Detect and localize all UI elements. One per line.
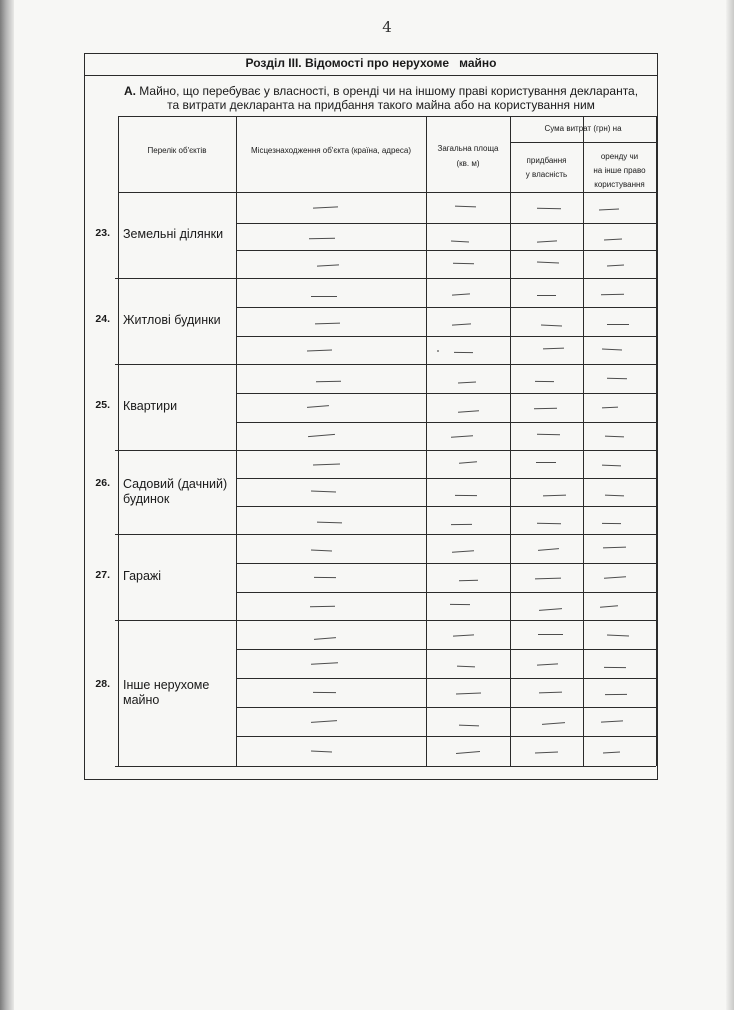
row-number: 25. — [95, 399, 110, 411]
entry-row-line — [236, 563, 656, 564]
entry-row-line — [236, 223, 656, 224]
empty-entry-dash — [315, 322, 340, 324]
subsection-text-line-1: Майно, що перебуває у власності, в оренді чи на іншому праві користування декларанта, — [135, 84, 639, 98]
entry-row-line — [236, 592, 656, 593]
empty-entry-dash — [458, 381, 476, 383]
scanned-page-edge — [726, 0, 734, 1010]
category-label: Гаражі — [123, 569, 162, 583]
empty-entry-dash — [603, 546, 626, 548]
row-number: 23. — [95, 227, 110, 239]
empty-entry-dash — [607, 323, 629, 324]
empty-entry-dash — [535, 380, 554, 381]
table-column-line — [118, 116, 119, 766]
category-divider — [115, 620, 656, 621]
header-rent-line-2: на інше право — [593, 166, 646, 175]
empty-entry-dash — [459, 724, 479, 726]
category-label: Квартири — [123, 399, 178, 413]
table-expenses-divider — [510, 142, 656, 143]
entry-row-line — [236, 250, 656, 251]
row-number: 27. — [95, 569, 110, 581]
empty-entry-dash — [538, 634, 563, 635]
header-rent-line-3: користування — [594, 180, 645, 189]
category-divider — [115, 278, 656, 279]
ink-dot — [437, 350, 439, 352]
table-column-line — [656, 116, 657, 766]
entry-row-line — [236, 393, 656, 394]
empty-entry-dash — [607, 377, 627, 379]
title-divider — [84, 75, 658, 76]
section-title: Розділ III. Відомості про нерухоме майно — [245, 56, 497, 70]
page-number: 4 — [382, 18, 392, 36]
empty-entry-dash — [459, 579, 478, 581]
header-purchase-line-2: у власність — [525, 170, 568, 179]
empty-entry-dash — [539, 691, 562, 693]
row-number: 26. — [95, 477, 110, 489]
empty-entry-dash — [313, 691, 336, 692]
empty-entry-dash — [536, 462, 556, 463]
empty-entry-dash — [316, 380, 341, 382]
header-objects: Перелік об'єктів — [147, 146, 207, 155]
entry-row-line — [236, 736, 656, 737]
empty-entry-dash — [309, 237, 335, 238]
entry-row-line — [236, 649, 656, 650]
header-rent-line-1: оренду чи — [600, 152, 639, 161]
empty-entry-dash — [455, 495, 477, 496]
empty-entry-dash — [537, 294, 556, 295]
empty-entry-dash — [451, 240, 469, 242]
category-label: будинок — [123, 492, 170, 506]
header-area-line-1: Загальна площа — [437, 144, 499, 153]
subsection-heading-line-1 — [112, 84, 650, 98]
subsection-heading — [112, 84, 650, 112]
category-label: Інше нерухоме — [123, 678, 210, 692]
empty-entry-dash — [604, 666, 626, 667]
header-purchase-line-1: придбання — [526, 156, 567, 165]
subsection-letter: А. — [123, 84, 136, 98]
subsection-text-line-2: та витрати декларанта на придбання такого майна або на користування ним — [167, 98, 595, 112]
category-label: Житлові будинки — [123, 313, 221, 327]
row-number: 24. — [95, 313, 110, 325]
entry-row-line — [236, 678, 656, 679]
empty-entry-dash — [311, 295, 337, 296]
empty-entry-dash — [602, 406, 618, 408]
category-divider — [115, 450, 656, 451]
category-divider — [115, 534, 656, 535]
entry-row-line — [236, 307, 656, 308]
row-number: 28. — [95, 678, 110, 690]
empty-entry-dash — [605, 693, 627, 694]
table-column-line — [583, 116, 584, 766]
table-column-line — [426, 116, 427, 766]
header-area-line-2: (кв. м) — [456, 159, 480, 168]
category-divider — [115, 766, 656, 767]
empty-entry-dash — [457, 665, 475, 667]
empty-entry-dash — [604, 238, 622, 240]
category-label: Земельні ділянки — [123, 227, 224, 241]
category-label: майно — [123, 693, 160, 707]
header-location: Місцезнаходження об'єкта (країна, адреса) — [251, 146, 411, 155]
empty-entry-dash — [314, 576, 336, 577]
empty-entry-dash — [535, 577, 561, 579]
empty-entry-dash — [601, 293, 624, 294]
category-divider — [115, 364, 656, 365]
entry-row-line — [236, 336, 656, 337]
empty-entry-dash — [451, 524, 472, 525]
entry-row-line — [236, 506, 656, 507]
header-expenses: Сума витрат (грн) на — [544, 124, 622, 133]
table-top-line — [118, 116, 656, 117]
empty-entry-dash — [455, 205, 476, 207]
entry-row-line — [236, 422, 656, 423]
entry-row-line — [236, 707, 656, 708]
table-header-bottom-line — [118, 192, 656, 193]
table-column-line — [236, 116, 237, 766]
category-label: Садовий (дачний) — [123, 477, 228, 491]
table-column-line — [510, 116, 511, 766]
entry-row-line — [236, 478, 656, 479]
scanned-page-shadow — [0, 0, 14, 1010]
empty-entry-dash — [534, 407, 557, 408]
empty-entry-dash — [537, 207, 561, 209]
